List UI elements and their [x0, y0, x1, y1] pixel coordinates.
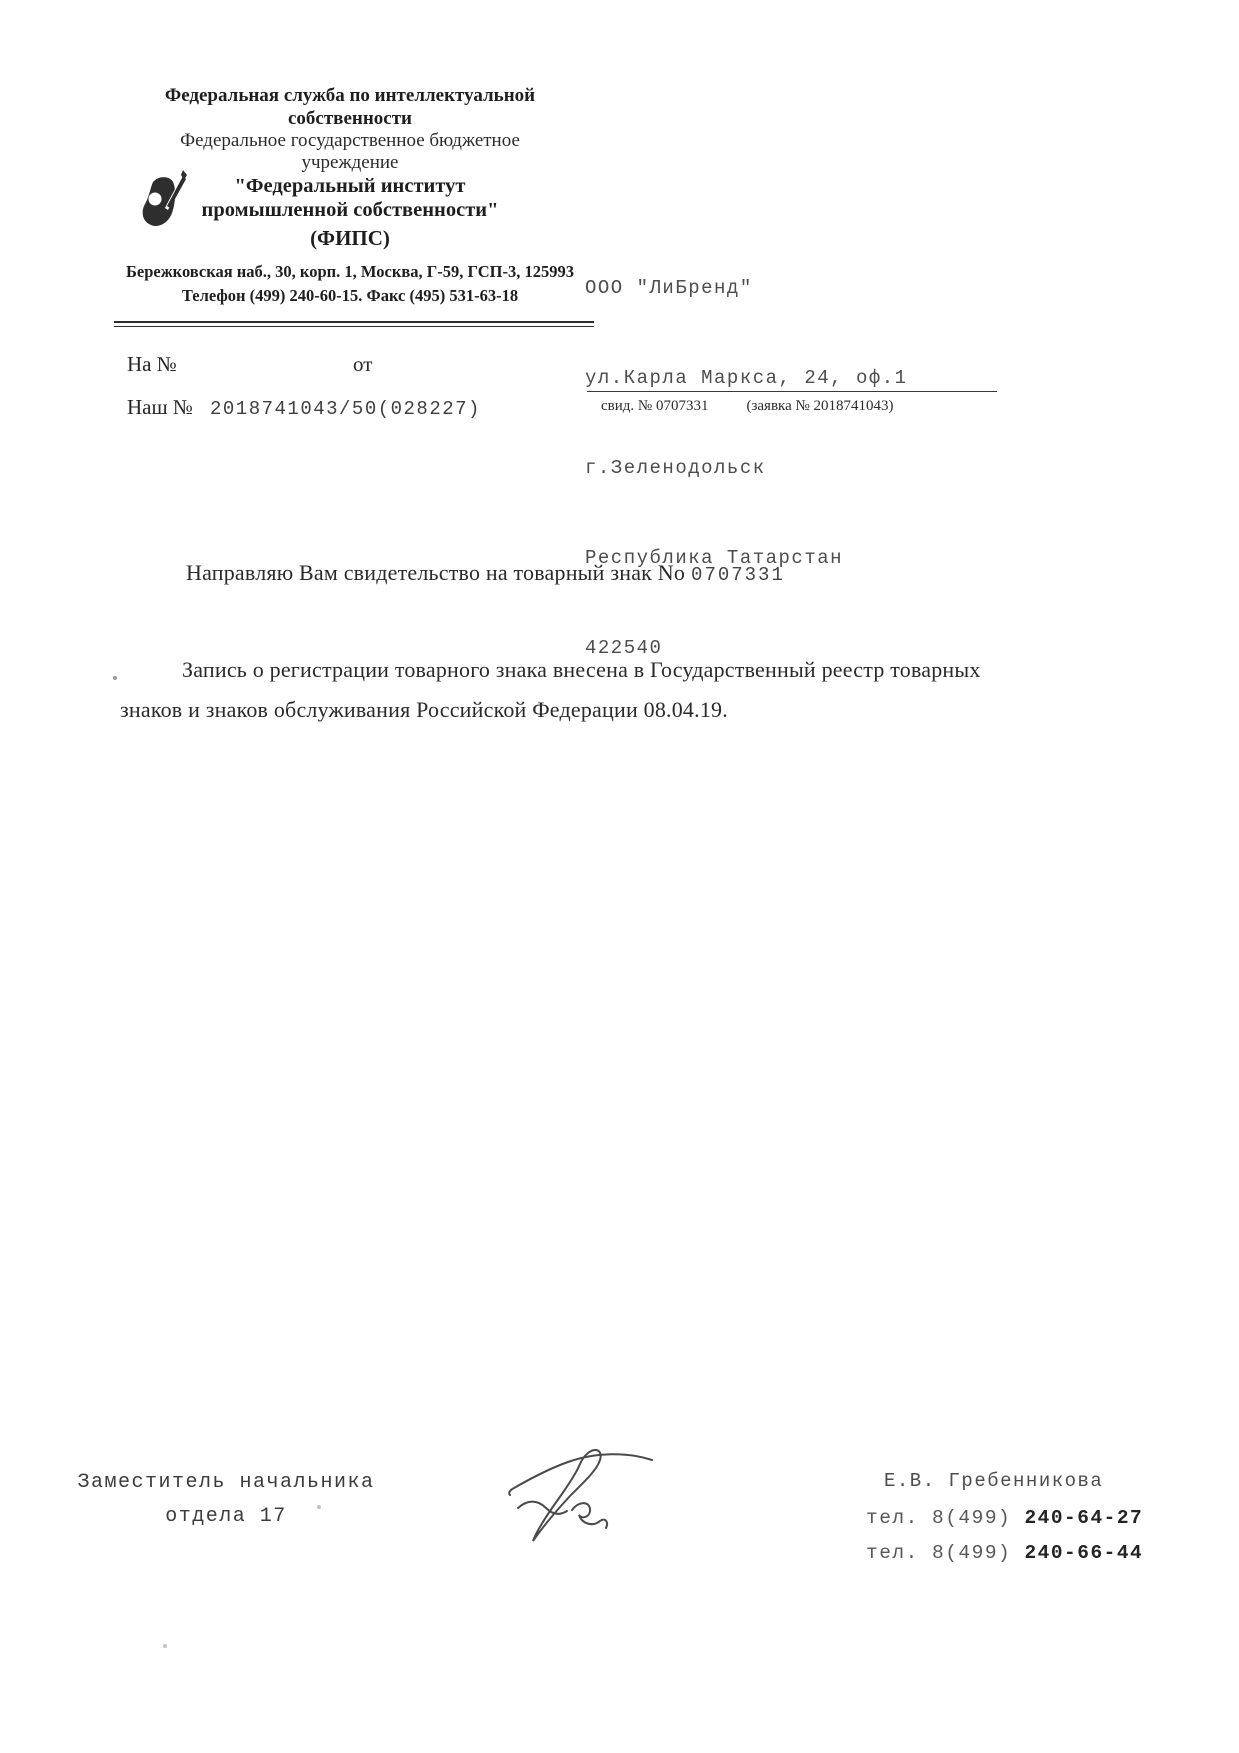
institute-name-line2: промышленной собственности"	[201, 199, 499, 221]
signer-position-line2: отдела 17	[165, 1505, 287, 1528]
handwritten-signature	[500, 1438, 665, 1563]
org-name-line2: собственности	[287, 108, 412, 129]
intro-line	[186, 560, 785, 586]
our-number-label: Наш №	[127, 395, 193, 419]
institute-name-line1: "Федеральный институт	[234, 175, 466, 197]
signer-position-line1: Заместитель начальника	[77, 1471, 375, 1494]
contact-phone-1	[866, 1507, 1143, 1529]
incoming-number-label: На №	[127, 352, 177, 376]
org-type-line2: учреждение	[301, 152, 399, 173]
signer-position-block	[70, 1466, 382, 1534]
recipient-postcode: 422540	[585, 637, 663, 659]
org-type-line1: Федеральное государственное бюджетное	[180, 130, 520, 151]
sender-phone-fax: Телефон (499) 240-60-15. Факс (495) 531-63-18	[181, 286, 519, 305]
org-name-line1: Федеральная служба по интеллектуальной	[164, 85, 536, 106]
phone2-label: тел. 8(499)	[866, 1542, 1025, 1564]
recipient-region: Республика Татарстан	[585, 547, 844, 569]
intro-text: Направляю Вам свидетельство на товарный знак No	[186, 560, 686, 585]
institute-abbreviation: (ФИПС)	[310, 226, 390, 250]
registration-paragraph	[120, 650, 1130, 730]
incoming-date-label: от	[353, 352, 373, 376]
sender-address: Бережковская наб., 30, корп. 1, Москва, Г-59, ГСП-3, 125993	[125, 262, 575, 281]
signer-name: Е.В. Гребенникова	[884, 1470, 1104, 1492]
application-number: (заявка № 2018741043)	[746, 398, 894, 414]
paragraph-line1: Запись о регистрации товарного знака внесена в Государственный реестр товарных	[182, 657, 981, 682]
scan-speck	[113, 676, 117, 680]
recipient-city: г.Зеленодольск	[585, 457, 766, 479]
scan-speck	[163, 1644, 167, 1648]
certificate-number: свид. № 0707331	[601, 398, 709, 414]
phone2-number: 240-66-44	[1024, 1542, 1144, 1564]
header-divider-rule	[114, 321, 594, 327]
recipient-street: ул.Карла Маркса, 24, оф.1	[585, 367, 908, 389]
phone1-label: тел. 8(499)	[866, 1507, 1025, 1529]
recipient-address-block	[585, 213, 908, 723]
certificate-ref-rule	[587, 391, 997, 392]
recipient-company: ООО "ЛиБренд"	[585, 277, 753, 299]
contact-phone-2	[866, 1542, 1143, 1564]
certificate-ref-line	[601, 398, 894, 415]
fips-logo-icon	[139, 168, 191, 234]
phone1-number: 240-64-27	[1024, 1507, 1144, 1529]
our-number-value: 2018741043/50(028227)	[210, 398, 481, 420]
trademark-number: 0707331	[691, 564, 785, 586]
paragraph-line2: знаков и знаков обслуживания Российской Федерации 08.04.19.	[120, 697, 728, 722]
